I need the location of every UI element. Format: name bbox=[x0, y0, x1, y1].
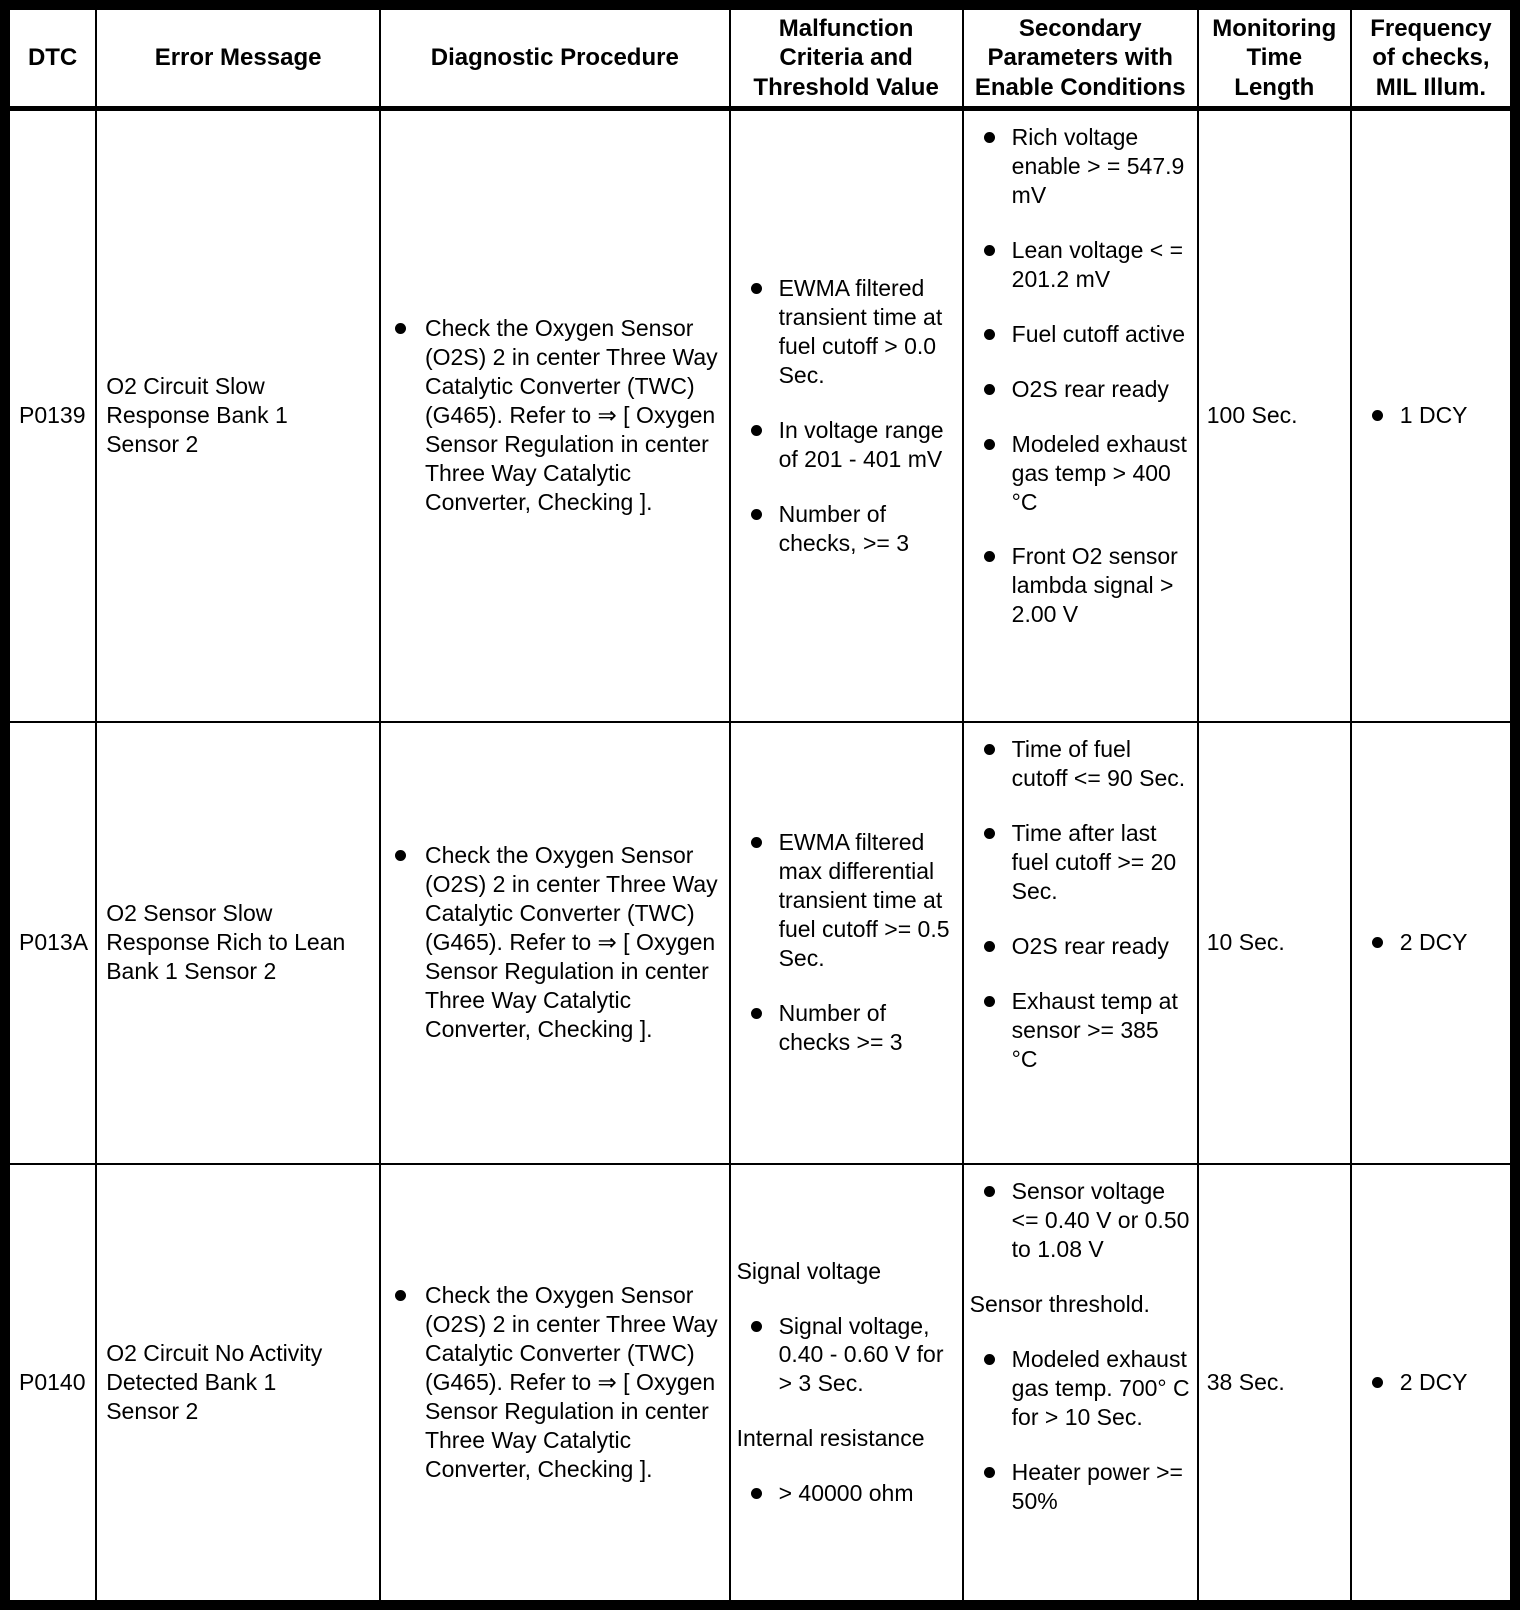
error-message: O2 Circuit No Activity Detected Bank 1 Sensor 2 bbox=[96, 1164, 380, 1605]
bullet-icon bbox=[984, 439, 995, 450]
bullet-icon bbox=[1372, 937, 1383, 948]
bullet-item: 1 DCY bbox=[1358, 401, 1504, 430]
diagnostic-procedure-cell bbox=[380, 1164, 730, 1605]
text-item: Sensor threshold. bbox=[969, 1290, 1150, 1317]
header-diagnostic-procedure: Diagnostic Procedure bbox=[380, 5, 730, 108]
bullet-item: Heater power >= 50% bbox=[970, 1458, 1191, 1516]
bullet-item: Modeled exhaust gas temp. 700° C for > 10 Sec. bbox=[970, 1345, 1191, 1432]
bullet-item: O2S rear ready bbox=[970, 932, 1191, 961]
bullet-icon bbox=[1372, 1377, 1383, 1388]
malfunction-criteria-cell bbox=[730, 1164, 963, 1605]
monitoring-time: 100 Sec. bbox=[1198, 108, 1351, 722]
bullet-icon bbox=[984, 132, 995, 143]
bullet-icon bbox=[984, 1354, 995, 1365]
error-message: O2 Circuit Slow Response Bank 1 Sensor 2 bbox=[96, 108, 380, 722]
bullet-icon bbox=[984, 996, 995, 1007]
bullet-icon bbox=[1372, 410, 1383, 421]
table-row bbox=[5, 1164, 1515, 1605]
dtc-code: P0140 bbox=[5, 1164, 96, 1605]
monitoring-time: 10 Sec. bbox=[1198, 722, 1351, 1164]
secondary-parameters-cell bbox=[963, 108, 1198, 722]
bullet-item: Exhaust temp at sensor >= 385 °C bbox=[970, 987, 1191, 1074]
secondary-parameters-cell bbox=[963, 722, 1198, 1164]
text-item: Signal voltage bbox=[736, 1257, 882, 1284]
bullet-item: In voltage range of 201 - 401 mV bbox=[737, 416, 956, 474]
frequency-cell bbox=[1351, 108, 1515, 722]
bullet-item: Time after last fuel cutoff >= 20 Sec. bbox=[970, 819, 1191, 906]
bullet-icon bbox=[984, 1186, 995, 1197]
header-frequency: Frequency of checks, MIL Illum. bbox=[1351, 5, 1515, 108]
header-error-message: Error Message bbox=[96, 5, 380, 108]
table-row bbox=[5, 722, 1515, 1164]
monitoring-time: 38 Sec. bbox=[1198, 1164, 1351, 1605]
header-malfunction-criteria: Malfunction Criteria and Threshold Value bbox=[730, 5, 963, 108]
dtc-code: P013A bbox=[5, 722, 96, 1164]
bullet-item: EWMA filtered transient time at fuel cutoff > 0.0 Sec. bbox=[737, 274, 956, 390]
bullet-icon bbox=[751, 1488, 762, 1499]
bullet-item: Front O2 sensor lambda signal > 2.00 V bbox=[970, 542, 1191, 629]
malfunction-criteria-cell bbox=[730, 722, 963, 1164]
bullet-item: Rich voltage enable > = 547.9 mV bbox=[970, 123, 1191, 210]
bullet-icon bbox=[984, 551, 995, 562]
bullet-item: Number of checks, >= 3 bbox=[737, 500, 956, 558]
bullet-icon bbox=[984, 941, 995, 952]
bullet-icon bbox=[984, 245, 995, 256]
header-row bbox=[5, 5, 1515, 108]
bullet-item: 2 DCY bbox=[1358, 928, 1504, 957]
bullet-item: Time of fuel cutoff <= 90 Sec. bbox=[970, 735, 1191, 793]
header-secondary-parameters: Secondary Parameters with Enable Conditions bbox=[963, 5, 1198, 108]
frequency-cell bbox=[1351, 722, 1515, 1164]
bullet-item: 2 DCY bbox=[1358, 1368, 1504, 1397]
secondary-parameters-cell bbox=[963, 1164, 1198, 1605]
bullet-item: Check the Oxygen Sensor (O2S) 2 in center Three Way Catalytic Converter (TWC) (G465). Refer to ⇒ [ Oxygen Sensor Regulation in center Three Way Catalytic Converter, Checking ]. bbox=[387, 841, 723, 1044]
bullet-icon bbox=[751, 837, 762, 848]
bullet-icon bbox=[984, 828, 995, 839]
bullet-item: Signal voltage, 0.40 - 0.60 V for > 3 Sec. bbox=[737, 1312, 956, 1399]
bullet-icon bbox=[984, 384, 995, 395]
malfunction-criteria-cell bbox=[730, 108, 963, 722]
bullet-icon bbox=[751, 283, 762, 294]
bullet-icon bbox=[751, 1321, 762, 1332]
error-message: O2 Sensor Slow Response Rich to Lean Bank 1 Sensor 2 bbox=[96, 722, 380, 1164]
bullet-icon bbox=[984, 744, 995, 755]
bullet-item: Check the Oxygen Sensor (O2S) 2 in center Three Way Catalytic Converter (TWC) (G465). Refer to ⇒ [ Oxygen Sensor Regulation in center Three Way Catalytic Converter, Checking ]. bbox=[387, 314, 723, 517]
bullet-item: EWMA filtered max differential transient time at fuel cutoff >= 0.5 Sec. bbox=[737, 828, 956, 973]
bullet-item: O2S rear ready bbox=[970, 375, 1191, 404]
bullet-icon bbox=[395, 1290, 406, 1301]
header-monitoring-time: Monitoring Time Length bbox=[1198, 5, 1351, 108]
text-item: Internal resistance bbox=[736, 1425, 925, 1452]
bullet-item: Modeled exhaust gas temp > 400 °C bbox=[970, 430, 1191, 517]
bullet-item: Number of checks >= 3 bbox=[737, 999, 956, 1057]
diagnostic-procedure-cell bbox=[380, 722, 730, 1164]
frequency-cell bbox=[1351, 1164, 1515, 1605]
bullet-item: Check the Oxygen Sensor (O2S) 2 in center Three Way Catalytic Converter (TWC) (G465). Refer to ⇒ [ Oxygen Sensor Regulation in center Three Way Catalytic Converter, Checking ]. bbox=[387, 1281, 723, 1484]
bullet-icon bbox=[395, 323, 406, 334]
table-row bbox=[5, 108, 1515, 722]
dtc-code: P0139 bbox=[5, 108, 96, 722]
header-dtc: DTC bbox=[5, 5, 96, 108]
diagnostic-procedure-cell bbox=[380, 108, 730, 722]
bullet-item: Sensor voltage <= 0.40 V or 0.50 to 1.08 V bbox=[970, 1177, 1191, 1264]
bullet-icon bbox=[751, 425, 762, 436]
bullet-icon bbox=[751, 1008, 762, 1019]
bullet-item: Fuel cutoff active bbox=[970, 320, 1191, 349]
bullet-item: > 40000 ohm bbox=[737, 1479, 956, 1508]
bullet-icon bbox=[395, 850, 406, 861]
bullet-item: Lean voltage < = 201.2 mV bbox=[970, 236, 1191, 294]
bullet-icon bbox=[984, 329, 995, 340]
bullet-icon bbox=[751, 509, 762, 520]
bullet-icon bbox=[984, 1467, 995, 1478]
